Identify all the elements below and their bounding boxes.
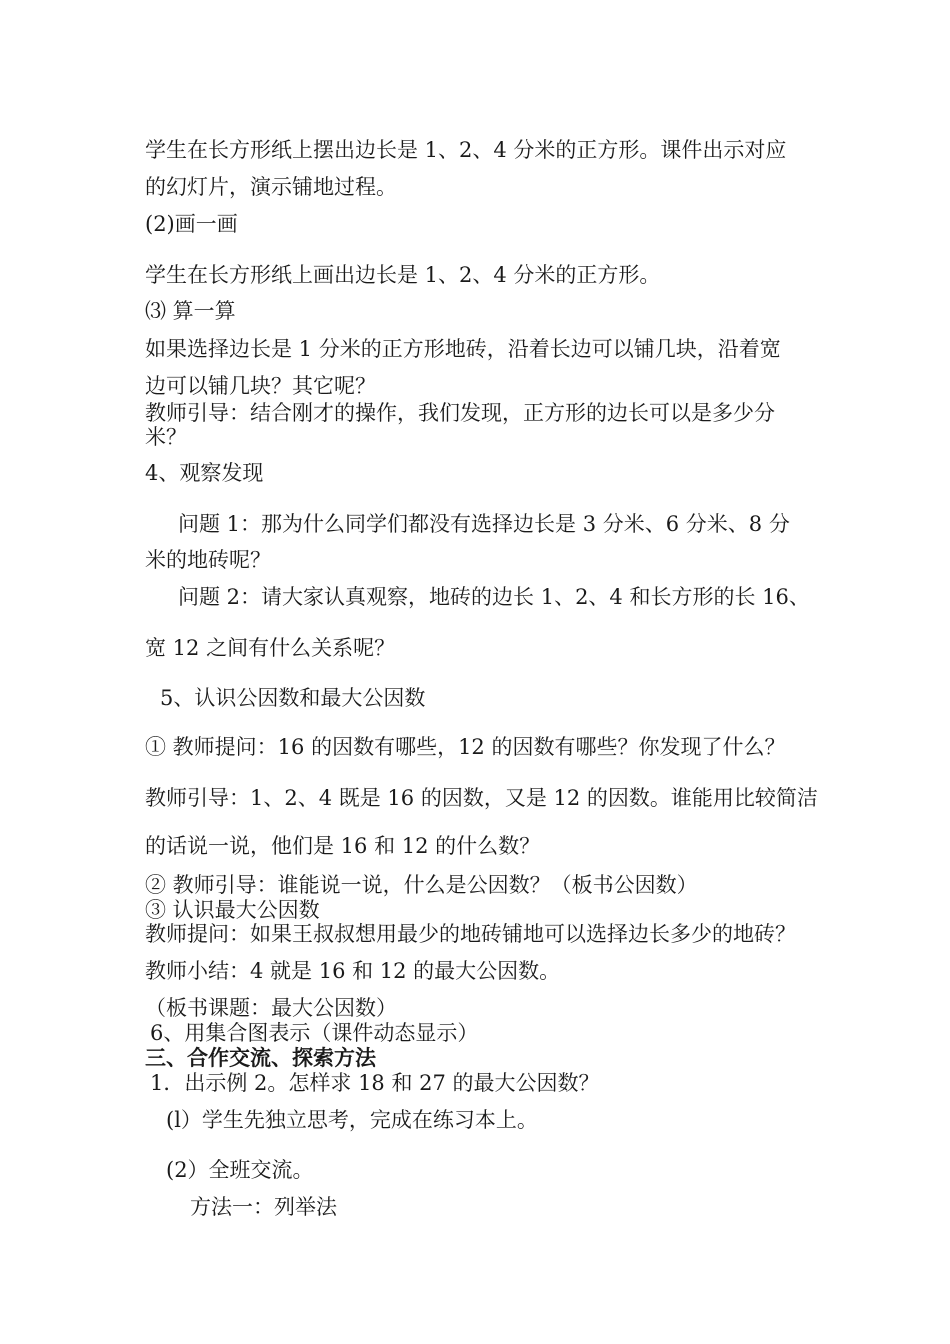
text-line: 教师引导：结合刚才的操作，我们发现，正方形的边长可以是多少分 <box>145 401 775 425</box>
section-heading: 5、认识公因数和最大公因数 <box>160 686 426 710</box>
text-line: 的话说一说，他们是 16 和 12 的什么数？ <box>145 834 541 858</box>
text-line: 教师小结：4 就是 16 和 12 的最大公因数。 <box>145 959 561 983</box>
section-heading: 三、合作交流、探索方法 <box>145 1045 376 1070</box>
text-line: 方法一：列举法 <box>190 1195 337 1219</box>
text-line: 米的地砖呢？ <box>145 548 271 572</box>
text-line: 的幻灯片，演示铺地过程。 <box>145 175 397 199</box>
text-line: ⑶ 算一算 <box>145 299 236 323</box>
text-line: 边可以铺几块？其它呢？ <box>145 374 376 398</box>
section-heading: 4、观察发现 <box>145 461 264 485</box>
text-line: 教师提问：如果王叔叔想用最少的地砖铺地可以选择边长多少的地砖？ <box>145 922 796 946</box>
text-line: ② 教师引导：谁能说一说，什么是公因数？（板书公因数） <box>145 873 698 897</box>
text-line: (2）全班交流。 <box>166 1158 314 1182</box>
text-line: 米？ <box>145 425 187 449</box>
text-line: (l）学生先独立思考，完成在练习本上。 <box>166 1108 538 1132</box>
text-line: (2)画一画 <box>145 212 238 236</box>
text-line: ① 教师提问：16 的因数有哪些，12 的因数有哪些？你发现了什么？ <box>145 735 786 759</box>
text-line: 教师引导：1、2、4 既是 16 的因数，又是 12 的因数。谁能用比较简洁 <box>145 786 818 810</box>
text-line: ③ 认识最大公因数 <box>145 898 320 922</box>
text-line: 宽 12 之间有什么关系呢？ <box>145 636 396 660</box>
text-line: 学生在长方形纸上画出边长是 1、2、4 分米的正方形。 <box>145 263 661 287</box>
text-line: （板书课题：最大公因数） <box>145 996 397 1020</box>
text-line: 问题 1：那为什么同学们都没有选择边长是 3 分米、6 分米、8 分 <box>178 512 790 536</box>
text-line: 学生在长方形纸上摆出边长是 1、2、4 分米的正方形。课件出示对应 <box>145 138 787 162</box>
text-line: 问题 2：请大家认真观察，地砖的边长 1、2、4 和长方形的长 16、 <box>178 585 810 609</box>
text-line: 6、用集合图表示（课件动态显示） <box>150 1021 479 1045</box>
text-line: 如果选择边长是 1 分米的正方形地砖，沿着长边可以铺几块，沿着宽 <box>145 337 781 361</box>
text-line: 1．出示例 2。怎样求 18 和 27 的最大公因数？ <box>150 1071 600 1095</box>
